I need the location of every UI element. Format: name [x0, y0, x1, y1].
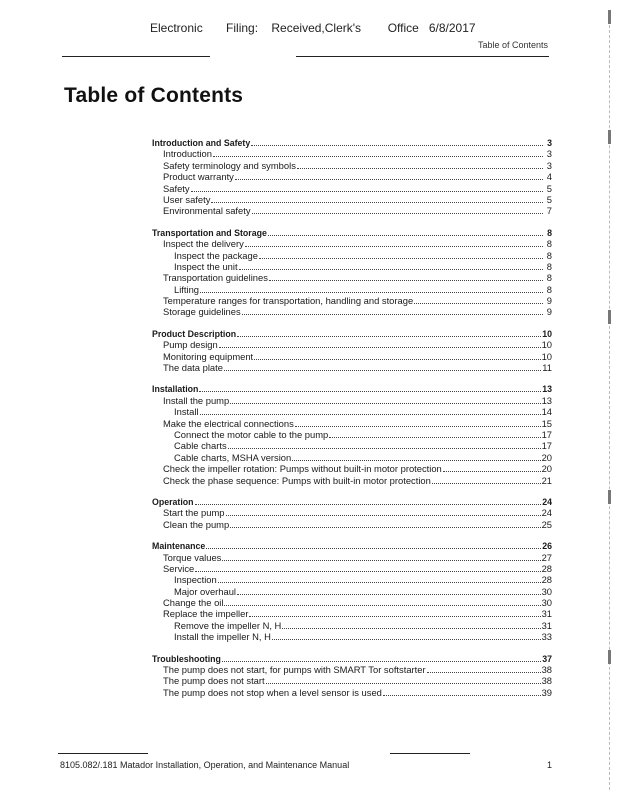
toc-entry[interactable]: [152, 295, 552, 306]
toc-entry-page: 13: [542, 384, 552, 395]
dot-leader: [292, 452, 540, 461]
toc-entry-page: 10: [541, 350, 552, 362]
toc-entry[interactable]: [152, 519, 552, 530]
toc-entry-title: Torque values: [163, 551, 222, 563]
dot-leader: [242, 306, 543, 315]
toc-entry[interactable]: [152, 261, 552, 272]
toc-entry[interactable]: [152, 306, 552, 317]
dot-leader: [224, 362, 541, 371]
dot-leader: [218, 574, 541, 583]
toc-entry-title: Install the impeller N, H: [174, 631, 271, 643]
toc-entry[interactable]: [152, 675, 552, 686]
toc-entry-title: Clean the pump: [163, 518, 230, 530]
toc-entry[interactable]: [152, 395, 552, 406]
toc-entry-page: 38: [541, 675, 552, 687]
toc-entry-page: 24: [541, 507, 552, 519]
toc-entry-page: 7: [546, 205, 552, 217]
toc-entry[interactable]: [152, 463, 552, 474]
toc-chapter-entry[interactable]: [152, 227, 552, 238]
filing-date: 6/8/2017: [428, 21, 476, 35]
toc-entry-title: The pump does not start, for pumps with SMART Tor softstarter: [163, 664, 426, 676]
toc-entry-page: 28: [541, 574, 552, 586]
toc-section: [152, 540, 552, 643]
toc-entry[interactable]: [152, 563, 552, 574]
toc-entry-page: 37: [542, 653, 552, 664]
toc-entry[interactable]: [152, 250, 552, 261]
toc-entry-page: 10: [542, 328, 552, 339]
toc-entry-page: 8: [546, 283, 552, 295]
footer-manual-title: 8105.082/.181 Matador Installation, Operation, and Maintenance Manual: [60, 760, 350, 770]
toc-entry[interactable]: [152, 183, 552, 194]
toc-entry-title: Connect the motor cable to the pump: [174, 428, 329, 440]
dot-leader: [443, 463, 541, 472]
toc-entry[interactable]: [152, 475, 552, 486]
toc-entry-title: User safety: [163, 193, 211, 205]
header-rule-right: [296, 56, 549, 57]
filing-word-electronic: Electronic: [150, 21, 203, 35]
toc-entry[interactable]: [152, 171, 552, 182]
dot-leader: [206, 540, 541, 549]
toc-entry-title: The data plate: [163, 362, 223, 374]
filing-word-office: Office: [387, 21, 419, 35]
dot-leader: [237, 328, 541, 337]
dot-leader: [219, 339, 541, 348]
toc-section: [152, 496, 552, 530]
toc-entry[interactable]: [152, 339, 552, 350]
dot-leader: [272, 631, 541, 640]
toc-entry-title: Safety: [163, 182, 190, 194]
toc-entry-page: 31: [541, 619, 552, 631]
dot-leader: [213, 148, 543, 157]
toc-entry-title: Inspect the unit: [174, 260, 238, 272]
toc-entry-title: Environmental safety: [163, 205, 251, 217]
toc-entry-page: 3: [547, 138, 552, 148]
dot-leader: [191, 183, 543, 192]
toc-entry[interactable]: [152, 552, 552, 563]
toc-entry-title: Install the pump: [163, 394, 230, 406]
toc-entry-title: Change the oil: [163, 597, 224, 609]
toc-section: [152, 328, 552, 374]
toc-chapter-entry[interactable]: [152, 496, 552, 507]
toc-entry-title: Install: [174, 406, 199, 418]
footer-rule-right: [390, 753, 470, 754]
toc-entry-title: Temperature ranges for transportation, handling and storage: [163, 295, 414, 307]
toc-entry-title: Remove the impeller N, H: [174, 619, 282, 631]
toc-entry-page: 5: [546, 182, 552, 194]
dot-leader: [251, 137, 543, 146]
toc-entry-page: 8: [546, 249, 552, 261]
toc-entry[interactable]: [152, 452, 552, 463]
toc-entry-page: 11: [542, 362, 552, 374]
toc-entry-title: Transportation and Storage: [152, 227, 267, 238]
toc-entry-title: Cable charts: [174, 440, 227, 452]
dot-leader: [199, 383, 541, 392]
dot-leader: [297, 160, 543, 169]
toc-entry-title: Major overhaul: [174, 585, 237, 597]
toc-chapter-entry[interactable]: [152, 328, 552, 339]
toc-entry-page: 38: [541, 664, 552, 676]
toc-entry-page: 3: [546, 148, 552, 160]
toc-entry[interactable]: [152, 429, 552, 440]
header-rule-left: [62, 56, 210, 57]
toc-entry[interactable]: [152, 160, 552, 171]
toc-entry-title: Inspect the package: [174, 249, 258, 261]
toc-entry[interactable]: [152, 620, 552, 631]
toc-entry-title: Installation: [152, 384, 199, 395]
toc-chapter-entry[interactable]: [152, 137, 552, 148]
toc-entry-title: Start the pump: [163, 507, 225, 519]
toc-entry-page: 3: [546, 159, 552, 171]
dot-leader: [235, 171, 543, 180]
dot-leader: [259, 250, 543, 259]
toc-entry-page: 17: [541, 428, 552, 440]
toc-entry-title: Inspect the delivery: [163, 238, 244, 250]
toc-entry-title: Product warranty: [163, 171, 234, 183]
dot-leader: [295, 418, 541, 427]
dot-leader: [427, 664, 541, 673]
toc-entry[interactable]: [152, 351, 552, 362]
dot-leader: [228, 440, 541, 449]
running-head: Table of Contents: [477, 40, 548, 50]
toc-entry-title: Service: [163, 562, 195, 574]
table-of-contents: [152, 137, 552, 708]
toc-entry[interactable]: [152, 284, 552, 295]
toc-entry[interactable]: [152, 272, 552, 283]
filing-word-filing: Filing:: [226, 21, 259, 35]
dot-leader: [329, 429, 540, 438]
dot-leader: [282, 620, 540, 629]
dot-leader: [254, 351, 540, 360]
toc-entry[interactable]: [152, 440, 552, 451]
page-number: 1: [546, 760, 552, 770]
dot-leader: [222, 552, 540, 561]
dot-leader: [200, 406, 541, 415]
toc-chapter-entry[interactable]: [152, 540, 552, 551]
toc-entry-title: The pump does not start: [163, 675, 265, 687]
toc-entry-page: 13: [541, 394, 552, 406]
page-title: Table of Contents: [64, 84, 244, 107]
toc-entry-title: Cable charts, MSHA version: [174, 451, 292, 463]
toc-entry-page: 28: [541, 562, 552, 574]
dot-leader: [249, 608, 540, 617]
toc-entry-title: Maintenance: [152, 541, 206, 552]
page-footer: [60, 760, 552, 770]
toc-entry-page: 14: [541, 406, 552, 418]
toc-chapter-entry[interactable]: [152, 383, 552, 394]
dot-leader: [252, 205, 543, 214]
toc-entry-title: Introduction and Safety: [152, 138, 251, 148]
toc-entry[interactable]: [152, 362, 552, 373]
toc-entry[interactable]: [152, 631, 552, 642]
toc-entry[interactable]: [152, 608, 552, 619]
toc-entry-title: Introduction: [163, 148, 212, 160]
toc-entry-page: 24: [542, 496, 552, 507]
toc-entry-page: 8: [546, 272, 552, 284]
dot-leader: [414, 295, 543, 304]
dot-leader: [237, 586, 541, 595]
toc-chapter-entry[interactable]: [152, 653, 552, 664]
toc-entry-page: 8: [546, 238, 552, 250]
dot-leader: [211, 194, 543, 203]
toc-section: [152, 227, 552, 318]
toc-entry-page: 27: [541, 551, 552, 563]
toc-entry-page: 17: [541, 440, 552, 452]
toc-entry-page: 8: [546, 260, 552, 272]
dot-leader: [230, 519, 540, 528]
toc-entry-title: Inspection: [174, 574, 217, 586]
toc-entry[interactable]: [152, 586, 552, 597]
toc-entry-title: Safety terminology and symbols: [163, 159, 296, 171]
toc-entry-page: 15: [541, 417, 552, 429]
toc-entry-page: 25: [541, 518, 552, 530]
toc-entry-page: 33: [541, 631, 552, 643]
toc-entry-page: 30: [541, 597, 552, 609]
toc-entry-page: 9: [546, 295, 552, 307]
toc-entry-title: Pump design: [163, 339, 218, 351]
toc-entry[interactable]: [152, 664, 552, 675]
dot-leader: [230, 395, 540, 404]
toc-entry-title: Make the electrical connections: [163, 417, 294, 429]
toc-entry[interactable]: [152, 148, 552, 159]
toc-entry-title: Product Description: [152, 328, 237, 339]
toc-entry-page: 26: [542, 541, 552, 552]
toc-entry[interactable]: [152, 194, 552, 205]
toc-entry-title: The pump does not stop when a level sensor is used: [163, 686, 382, 698]
dot-leader: [226, 507, 541, 516]
toc-entry-title: Check the impeller rotation: Pumps without built-in motor protection: [163, 463, 442, 475]
toc-entry[interactable]: [152, 507, 552, 518]
toc-entry-title: Check the phase sequence: Pumps with built-in motor protection: [163, 474, 431, 486]
toc-entry-title: Troubleshooting: [152, 653, 221, 664]
toc-entry[interactable]: [152, 597, 552, 608]
dot-leader: [266, 675, 541, 684]
dot-leader: [245, 238, 543, 247]
toc-section: [152, 383, 552, 486]
toc-entry[interactable]: [152, 574, 552, 585]
dot-leader: [222, 653, 541, 662]
toc-entry-page: 9: [546, 306, 552, 318]
toc-entry-page: 31: [541, 608, 552, 620]
dot-leader: [383, 687, 541, 696]
dot-leader: [195, 563, 540, 572]
toc-entry-title: Transportation guidelines: [163, 272, 268, 284]
dot-leader: [268, 227, 543, 236]
toc-section: [152, 137, 552, 217]
toc-entry[interactable]: [152, 205, 552, 216]
toc-entry-page: 21: [541, 474, 552, 486]
filing-stamp: [150, 21, 476, 35]
toc-entry[interactable]: [152, 238, 552, 249]
toc-entry-title: Operation: [152, 496, 194, 507]
toc-entry-title: Monitoring equipment: [163, 350, 254, 362]
toc-entry-page: 20: [541, 463, 552, 475]
dot-leader: [239, 261, 543, 270]
toc-entry-page: 10: [541, 339, 552, 351]
toc-entry-title: Storage guidelines: [163, 306, 241, 318]
toc-entry-page: 8: [547, 227, 552, 238]
toc-entry-page: 30: [541, 585, 552, 597]
scan-edge-marks: [609, 10, 614, 790]
filing-word-received: Received,Clerk's: [271, 21, 362, 35]
dot-leader: [200, 284, 543, 293]
footer-rule-left: [58, 753, 148, 754]
toc-entry-page: 39: [541, 686, 552, 698]
dot-leader: [195, 496, 542, 505]
toc-section: [152, 653, 552, 699]
toc-entry-title: Lifting: [174, 283, 200, 295]
dot-leader: [432, 475, 541, 484]
dot-leader: [224, 597, 540, 606]
toc-entry-page: 4: [546, 171, 552, 183]
dot-leader: [269, 272, 543, 281]
toc-entry[interactable]: [152, 418, 552, 429]
toc-entry[interactable]: [152, 406, 552, 417]
toc-entry-title: Replace the impeller: [163, 608, 249, 620]
toc-entry-page: 5: [546, 193, 552, 205]
toc-entry-page: 20: [541, 451, 552, 463]
toc-entry[interactable]: [152, 687, 552, 698]
